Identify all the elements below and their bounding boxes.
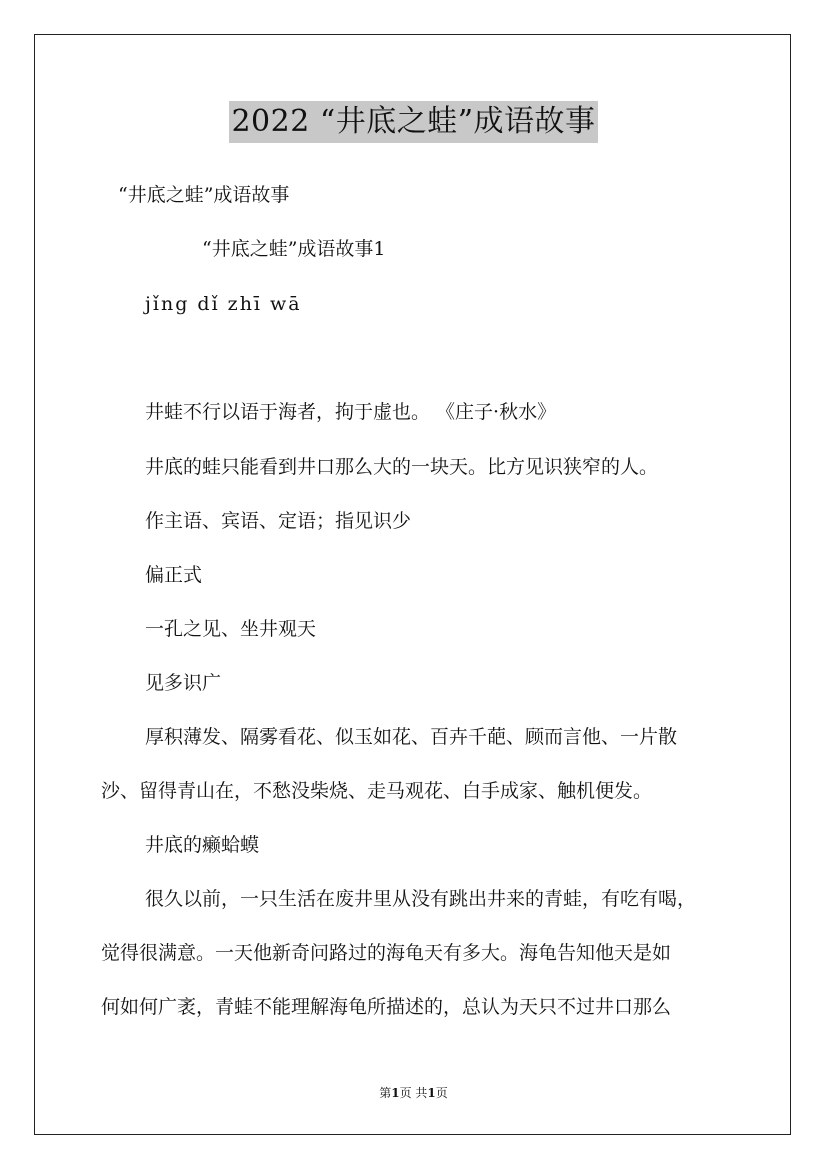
story-line-3: 何如何广袤，青蛙不能理解海龟所描述的，总认为天只不过井口那么 bbox=[101, 996, 672, 1018]
antonyms-line: 见多识广 bbox=[145, 672, 222, 694]
story-heading: 井底的癞蛤蟆 bbox=[145, 834, 260, 856]
subtitle-line: “井底之蛙”成语故事 bbox=[118, 184, 290, 206]
footer-mid: 页 共 bbox=[399, 1086, 428, 1100]
footer-page-number: 1 bbox=[391, 1086, 400, 1100]
related-idioms-line-1: 厚积薄发、隔雾看花、似玉如花、百卉千葩、顾而言他、一片散 bbox=[145, 726, 678, 748]
explanation-line: 井底的蛙只能看到井口那么大的一块天。比方见识狭窄的人。 bbox=[145, 456, 659, 478]
usage-line: 作主语、宾语、定语；指见识少 bbox=[145, 510, 412, 532]
document-title: 2022 “井底之蛙”成语故事 bbox=[229, 101, 597, 143]
page-footer bbox=[0, 1085, 827, 1101]
story-line-1: 很久以前，一只生活在废井里从没有跳出井来的青蛙，有吃有喝， bbox=[145, 888, 697, 910]
source-line: 井蛙不行以语于海者，拘于虚也。 《庄子·秋水》 bbox=[145, 401, 557, 423]
related-idioms-line-2: 沙、留得青山在，不愁没柴烧、走马观花、白手成家、触机便发。 bbox=[101, 780, 653, 802]
footer-page-total: 1 bbox=[427, 1086, 436, 1100]
footer-prefix: 第 bbox=[379, 1086, 392, 1100]
pinyin-line: jǐng dǐ zhī wā bbox=[145, 293, 302, 315]
synonyms-line: 一孔之见、坐井观天 bbox=[145, 618, 317, 640]
section-heading: “井底之蛙”成语故事1 bbox=[202, 238, 386, 260]
structure-line: 偏正式 bbox=[145, 564, 203, 586]
story-line-2: 觉得很满意。一天他新奇问路过的海龟天有多大。海龟告知他天是如 bbox=[101, 942, 672, 964]
title-container bbox=[0, 101, 827, 143]
footer-suffix: 页 bbox=[435, 1086, 448, 1100]
